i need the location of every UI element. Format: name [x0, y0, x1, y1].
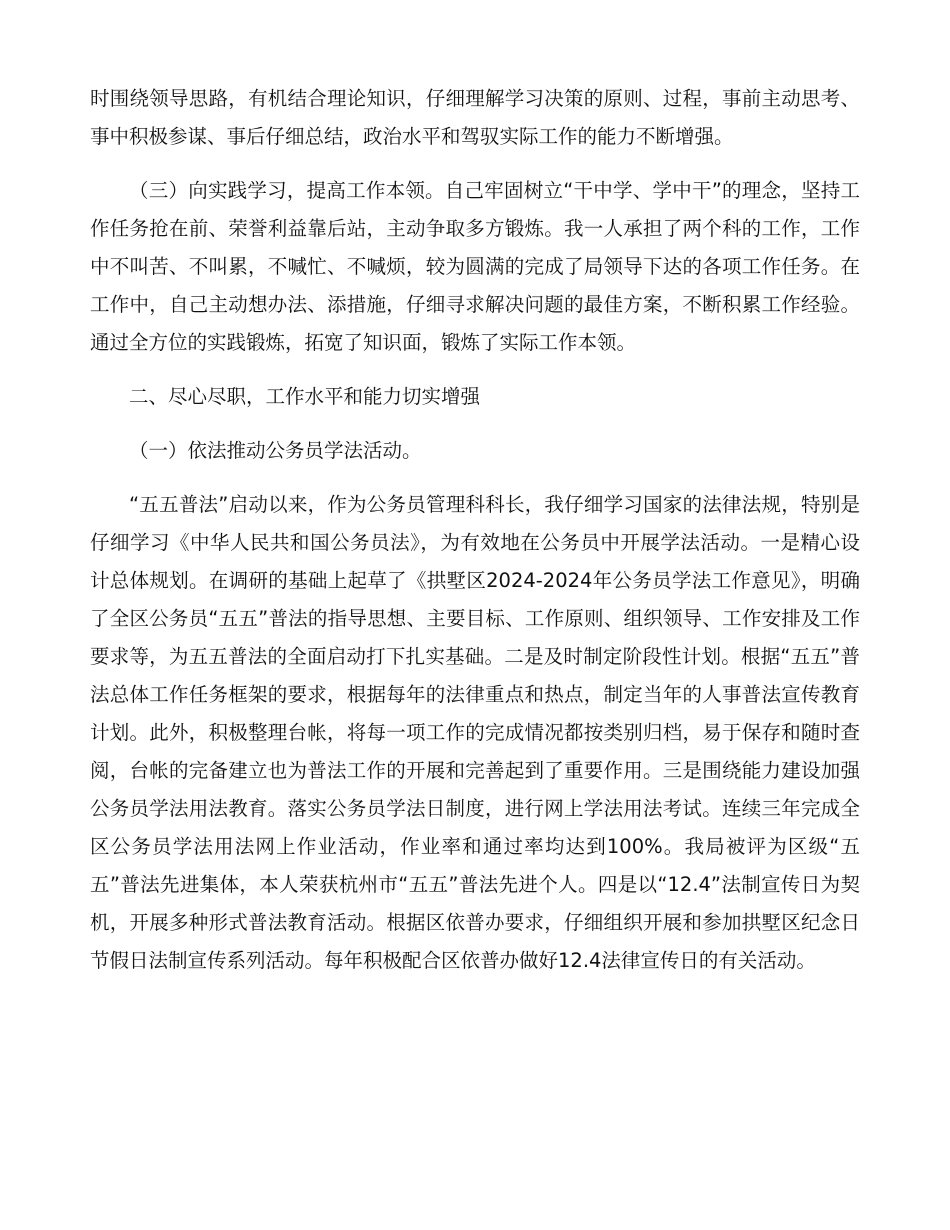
section-heading-duties: 二、尽心尽职，工作水平和能力切实增强	[129, 385, 481, 408]
paragraph-practice-learning: （三）向实践学习，提高工作本领。自己牢固树立“干中学、学中干”的理念，坚持工作任务抢在前、荣誉利益靠后站，主动争取多方锻炼。我一人承担了两个科的工作，工作中不叫苦、不叫累，不喊忙、不喊烦，较为圆满的完成了局领导下达的各项工作任务。在工作中，自己主动想办法、添措施，仔细寻求解决问题的最佳方案，不断积累工作经验。通过全方位的实践锻炼，拓宽了知识面，锻炼了实际工作本领。	[90, 179, 860, 354]
paragraph-continued-from-previous-page: 时围绕领导思路，有机结合理论知识，仔细理解学习决策的原则、过程，事前主动思考、事中积极参谋、事后仔细总结，政治水平和驾驭实际工作的能力不断增强。	[90, 87, 860, 148]
paragraph-law-popularization: “五五普法”启动以来，作为公务员管理科科长，我仔细学习国家的法律法规，特别是仔细学习《中华人民共和国公务员法》，为有效地在公务员中开展学法活动。一是精心设计总体规划。在调研的基础上起草了《拱墅区2024-2024年公务员学法工作意见》，明确了全区公务员“五五”普法的指导思想、主要目标、工作原则、组织领导、工作安排及工作要求等，为五五普法的全面启动打下扎实基础。二是及时制定阶段性计划。根据“五五”普法总体工作任务框架的要求，根据每年的法律重点和热点，制定当年的人事普法宣传教育计划。此外，积极整理台帐，将每一项工作的完成情况都按类别归档，易于保存和随时查阅，台帐的完备建立也为普法工作的开展和完善起到了重要作用。三是围绕能力建设加强公务员学法用法教育。落实公务员学法日制度，进行网上学法用法考试。连续三年完成全区公务员学法用法网上作业活动，作业率和通过率均达到100%。我局被评为区级“五五”普法先进集体，本人荣获杭州市“五五”普法先进个人。四是以“12.4”法制宣传日为契机，开展多种形式普法教育活动。根据区依普办要求，仔细组织开展和参加拱墅区纪念日节假日法制宣传系列活动。每年积极配合区依普办做好12.4法律宣传日的有关活动。	[90, 493, 860, 972]
subsection-heading-law-study: （一）依法推动公务员学法活动。	[129, 439, 422, 462]
